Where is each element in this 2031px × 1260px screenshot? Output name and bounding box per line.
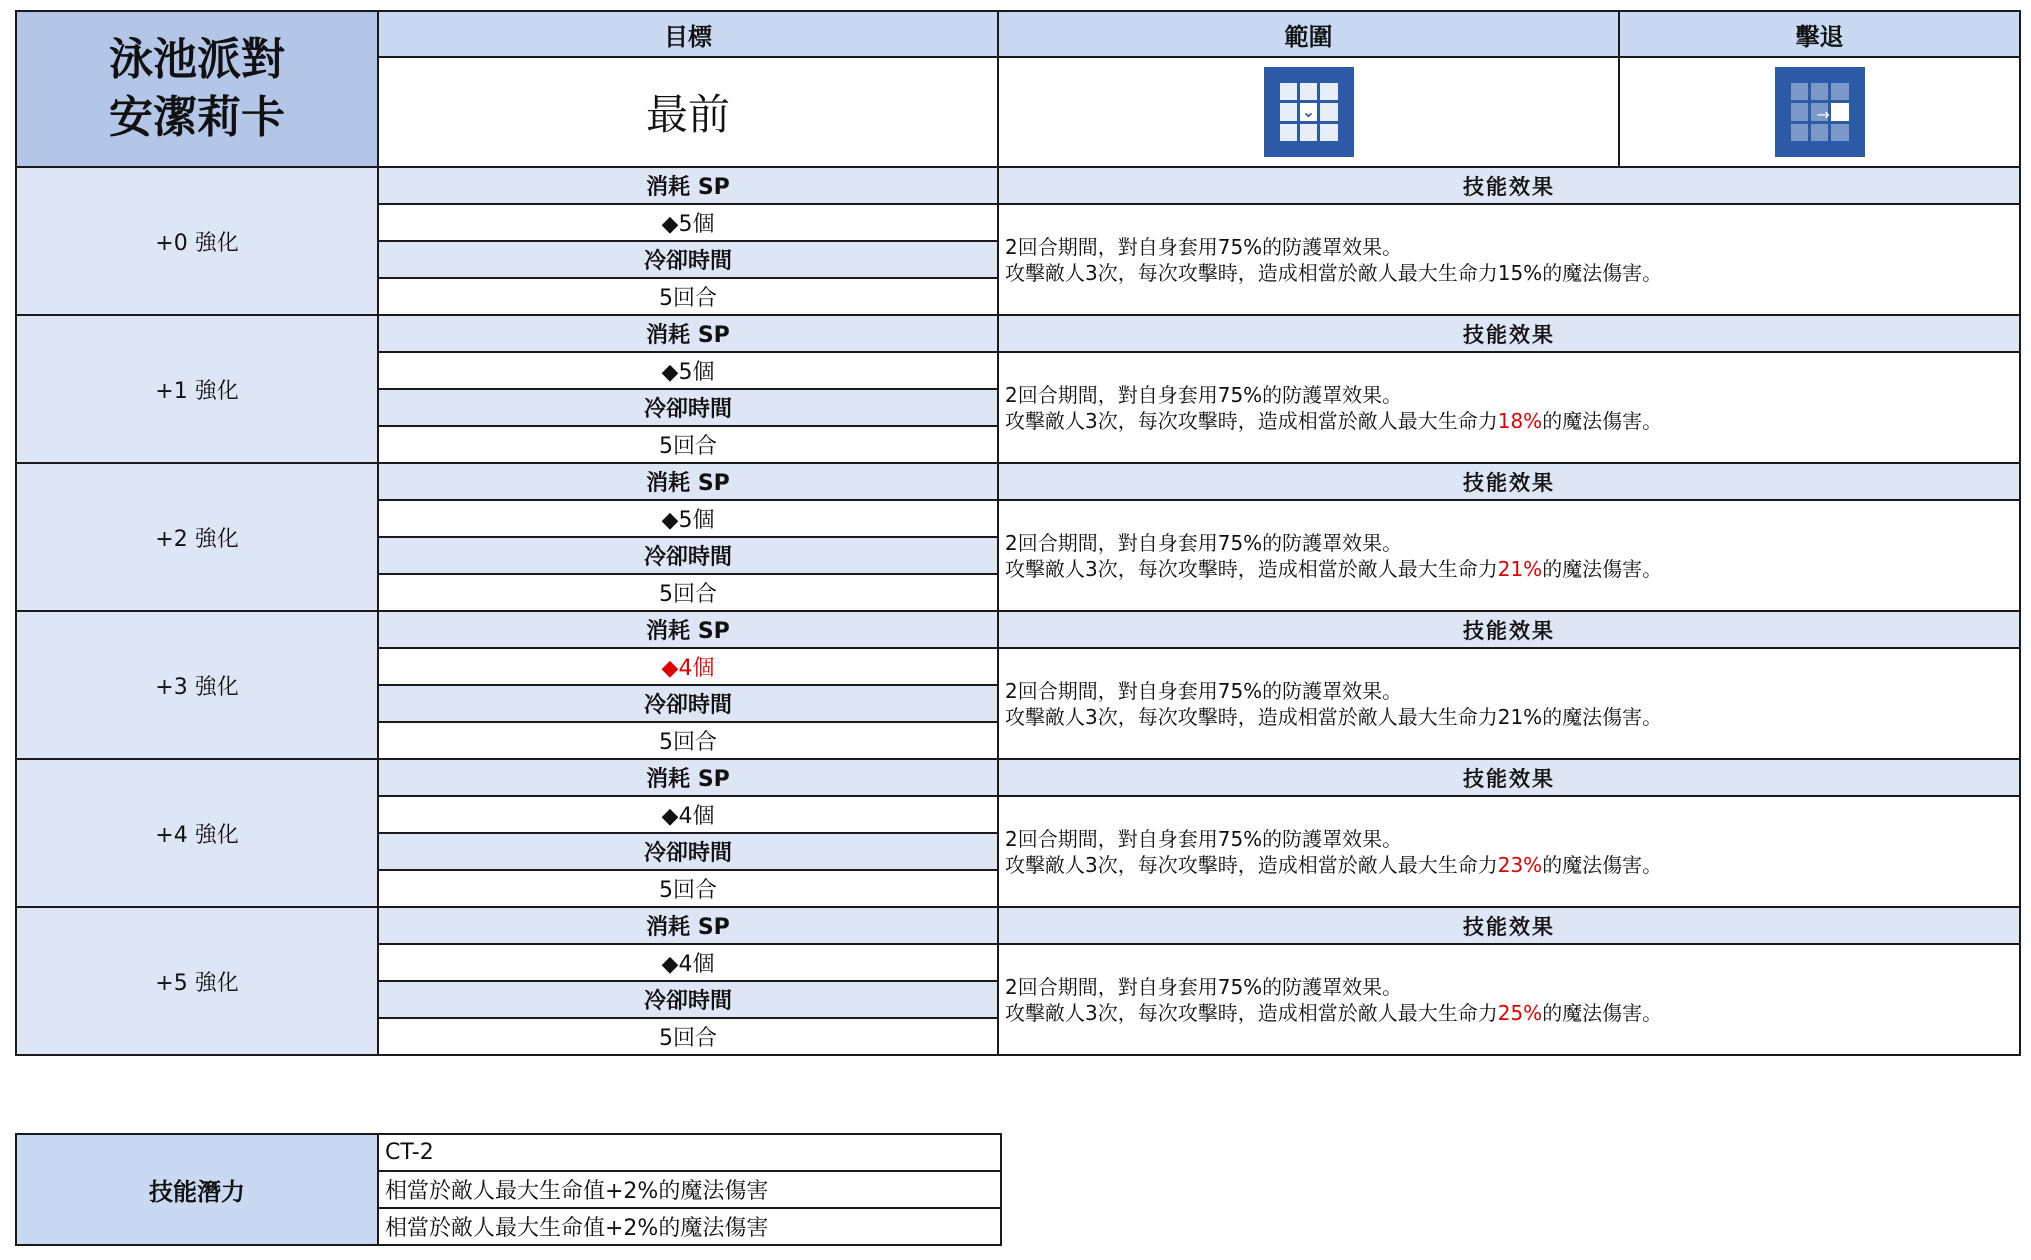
level-label: +4 強化 <box>16 759 378 907</box>
effect-line2-post: 的魔法傷害。 <box>1542 704 1663 729</box>
effect-line2-pre: 攻擊敵人3次，每次攻擊時，造成相當於敵人最大生命力 <box>1005 852 1498 877</box>
target-value: 最前 <box>378 57 998 167</box>
effect-line2-post: 的魔法傷害。 <box>1542 408 1663 433</box>
effect-text <box>998 944 2020 1055</box>
potential-row: 相當於敵人最大生命值+2%的魔法傷害 <box>378 1171 1001 1208</box>
effect-text <box>998 648 2020 759</box>
damage-percent: 25% <box>1497 1000 1543 1025</box>
sp-label: 消耗 SP <box>378 759 998 796</box>
effect-line2-post: 的魔法傷害。 <box>1542 1000 1663 1025</box>
effect-line2 <box>1005 260 2019 286</box>
range-header: 範圍 <box>998 11 1619 57</box>
effect-line2 <box>1005 1000 2019 1026</box>
sp-value: ◆4個 <box>378 648 998 685</box>
effect-label: 技能效果 <box>998 907 2020 944</box>
effect-line1: 2回合期間，對自身套用75%的防護罩效果。 <box>1005 234 1403 259</box>
damage-percent: 15% <box>1497 260 1543 285</box>
level-label: +5 強化 <box>16 907 378 1055</box>
effect-line2 <box>1005 408 2019 434</box>
character-name-line2: 安潔莉卡 <box>109 92 285 143</box>
effect-line2-post: 的魔法傷害。 <box>1542 260 1663 285</box>
potential-row: CT-2 <box>378 1134 1001 1171</box>
sp-value: ◆5個 <box>378 352 998 389</box>
level-label: +3 強化 <box>16 611 378 759</box>
character-name <box>16 11 378 167</box>
damage-percent: 18% <box>1497 408 1543 433</box>
cooldown-label: 冷卻時間 <box>378 833 998 870</box>
sp-label: 消耗 SP <box>378 611 998 648</box>
effect-line2-post: 的魔法傷害。 <box>1542 852 1663 877</box>
sp-label: 消耗 SP <box>378 907 998 944</box>
knockback-header: 擊退 <box>1619 11 2020 57</box>
effect-text <box>998 796 2020 907</box>
damage-percent: 21% <box>1497 556 1543 581</box>
sp-value: ◆5個 <box>378 500 998 537</box>
level-label: +2 強化 <box>16 463 378 611</box>
cooldown-label: 冷卻時間 <box>378 685 998 722</box>
sp-label: 消耗 SP <box>378 463 998 500</box>
sp-label: 消耗 SP <box>378 315 998 352</box>
effect-label: 技能效果 <box>998 167 2020 204</box>
level-label: +1 強化 <box>16 315 378 463</box>
effect-label: 技能效果 <box>998 759 2020 796</box>
effect-line2-pre: 攻擊敵人3次，每次攻擊時，造成相當於敵人最大生命力 <box>1005 408 1498 433</box>
effect-line2 <box>1005 556 2019 582</box>
potential-row: 相當於敵人最大生命值+2%的魔法傷害 <box>378 1208 1001 1245</box>
cooldown-value: 5回合 <box>378 722 998 759</box>
range-cell <box>998 57 1619 167</box>
skill-potential-label: 技能潛力 <box>16 1134 378 1245</box>
cooldown-label: 冷卻時間 <box>378 389 998 426</box>
effect-line2-pre: 攻擊敵人3次，每次攻擊時，造成相當於敵人最大生命力 <box>1005 704 1498 729</box>
sp-value: ◆5個 <box>378 204 998 241</box>
target-header: 目標 <box>378 11 998 57</box>
effect-label: 技能效果 <box>998 611 2020 648</box>
knockback-icon: → <box>1775 67 1865 157</box>
character-name-line1: 泳池派對 <box>109 34 285 85</box>
effect-label: 技能效果 <box>998 463 2020 500</box>
effect-line1: 2回合期間，對自身套用75%的防護罩效果。 <box>1005 974 1403 999</box>
effect-text <box>998 500 2020 611</box>
effect-line1: 2回合期間，對自身套用75%的防護罩效果。 <box>1005 826 1403 851</box>
skill-table <box>15 10 2021 1056</box>
effect-text <box>998 204 2020 315</box>
effect-line2-pre: 攻擊敵人3次，每次攻擊時，造成相當於敵人最大生命力 <box>1005 1000 1498 1025</box>
cooldown-label: 冷卻時間 <box>378 241 998 278</box>
cooldown-value: 5回合 <box>378 870 998 907</box>
damage-percent: 23% <box>1497 852 1543 877</box>
effect-line2 <box>1005 852 2019 878</box>
effect-line2-pre: 攻擊敵人3次，每次攻擊時，造成相當於敵人最大生命力 <box>1005 260 1498 285</box>
damage-percent: 21% <box>1497 704 1543 729</box>
cooldown-value: 5回合 <box>378 278 998 315</box>
sp-value: ◆4個 <box>378 944 998 981</box>
effect-text <box>998 352 2020 463</box>
cooldown-value: 5回合 <box>378 574 998 611</box>
effect-line2-post: 的魔法傷害。 <box>1542 556 1663 581</box>
effect-line1: 2回合期間，對自身套用75%的防護罩效果。 <box>1005 530 1403 555</box>
cooldown-label: 冷卻時間 <box>378 981 998 1018</box>
cooldown-label: 冷卻時間 <box>378 537 998 574</box>
effect-line2-pre: 攻擊敵人3次，每次攻擊時，造成相當於敵人最大生命力 <box>1005 556 1498 581</box>
sp-label: 消耗 SP <box>378 167 998 204</box>
effect-line1: 2回合期間，對自身套用75%的防護罩效果。 <box>1005 382 1403 407</box>
knockback-cell <box>1619 57 2020 167</box>
cooldown-value: 5回合 <box>378 1018 998 1055</box>
effect-line1: 2回合期間，對自身套用75%的防護罩效果。 <box>1005 678 1403 703</box>
grid-range-icon: ⌄ <box>1264 67 1354 157</box>
sp-value: ◆4個 <box>378 796 998 833</box>
cooldown-value: 5回合 <box>378 426 998 463</box>
effect-label: 技能效果 <box>998 315 2020 352</box>
effect-line2 <box>1005 704 2019 730</box>
skill-potential-table <box>15 1133 1002 1246</box>
level-label: +0 強化 <box>16 167 378 315</box>
